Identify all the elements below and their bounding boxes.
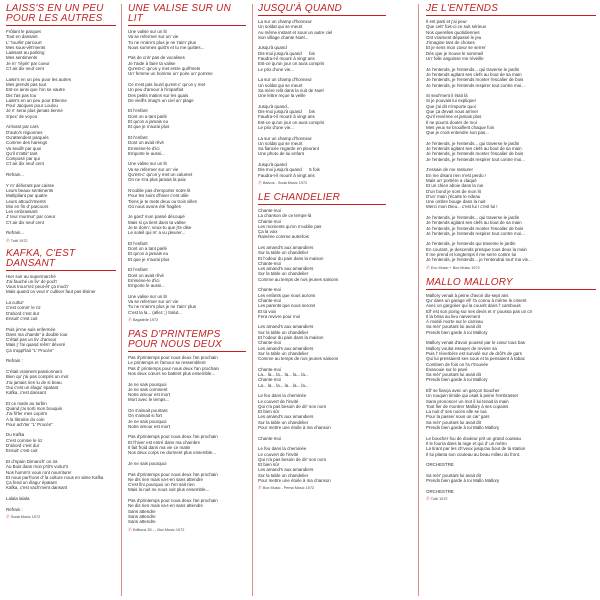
song-laiss-en-un-peu bbox=[6, 4, 116, 243]
song-title: JE L'ENTENDS bbox=[426, 3, 499, 14]
title-rule bbox=[426, 289, 596, 290]
song-title: LE CHANDELIER bbox=[258, 191, 341, 203]
copyright-icon: Ⓟ bbox=[128, 527, 133, 532]
song-lyrics: Une valise sur un lit Va se refermer sur un' vie Tu ne m'aim's plus je ne t'aim' plus Nous sommes quitt's et tu me quittes... Pas de cris' pas de vocalises Je t'aide à faire ta valise Qu'est-c' qu'on y met entre quill'mets Un' femme un homme un' poire un' pomme Ce n'est pas lourd qu'est-c' qu'on y met Un peu d'amour à l'imparfait Des petits matins sur les quais De vieill's imag's un ciel un' plage Et l'enfant Dont on a tant parlé Et qu'on a jamais eu Et que je n'aurai plus Et l'enfant Dont on avait rêvé Emmène-le d'ici Emporte le aussi... Une valise sur un lit Va se refermer sur un' vie Qu'est-c' qu'on y met un calumet On ne s'ra plus jamais la paix N'oublie pas d'emporter notre lit Pour les soirs d'hiver c'est utile Tiens je te mets deux ou trois villes Où nous avons été fragiles Je gard' mon passé découpé Mais si ça tient dans ta valise Je te donn', veux-tu que j'te dise Le soleil qui m' a vu pleurer... Et l'enfant Dont on a tant parlé Et qu'on a jamais eu Et que je n'aurai plus Et l'enfant Dont on avait rêvé Emmène-le d'ici Emporte le aussi... Une valise sur un lit Va se refermer sur un' vie Tu ne m'aim's plus je ne t'aim' plus C'est la la... (allez ;) Salut... bbox=[128, 29, 213, 315]
column-4 bbox=[426, 0, 596, 501]
song-credit bbox=[6, 515, 116, 519]
title-rule bbox=[6, 25, 116, 26]
song-title: MALLO MALLORY bbox=[426, 276, 513, 288]
credit-text: Soda Music 1972 bbox=[10, 514, 41, 519]
song-lyrics: Frôlant le parquet Tout en dansant L' 'tourlis' parcourt Mes sous-vêt'ments Laissant au parking Mes sentiments Je m' 'répèt' par coeur C't air dix neuf cent Laiss's en un peu pour les autres Mes prends pas tout Est-ce ainsi que l'on se vautre Dis t'as pas tou Laiss's en un peu pour Etienne Pour Jacques pour Loulou Je n' serai plus jamais tienne S'pec' de voyou Arrivant par cars D'auto's régionnes Ou'attendent parqués Comme des harengs Va seuillr par quoi Qu'il m'attir' tant Composé par qui C't air dix neuf cent Refrain... Y m' délivrant par caisse Leurs beaux sentiments Multipliant par quatre Leurs attouch'ments Moi en fin d' parcours Les embrassant J' teur murmur' par coeur C't air dix neuf cent Refrain... bbox=[6, 29, 71, 236]
song-title: UNE VALISE SUR UN LIT bbox=[128, 3, 231, 24]
song-une-valise bbox=[128, 4, 246, 322]
credit-text: Eco Music + Box Music 1972 bbox=[430, 265, 480, 270]
song-kafka bbox=[6, 249, 116, 519]
song-lyrics: Pas d'printemps pour nous deux l'an prochain Le printemps et l'amour se ressemblent Pas d' printemps pour nous deux l'an prochain Nos deux cœurs ne battent plus ensemble... Je ne sais pourquoi Je ne sais comment Notre amour est mort Mort avec le temps... On s'aimait pourtant On s'aimait si fort Je ne sais pourquoi Notre amour est mort Pas d'printemps pour nous deux l'an prochain Et l'hiver est entré dans ma chambre Il fait froid dans ma vie ce matin Nos deux corps ne dorment plus ensemble... Je ne sais pourquoi Pas d'printemps pour nous deux l'an prochain Ne dis rien mais va-t-en sans attendre C'est fini pourquoi on t'en sait rien Mais la nuit ne nous voit plus ensemble... Pas d'printemps pour nous deux l'an prochain Ne dis rien mais va-t-en sans attendre Sans attendre Sans attendre Sans attendre bbox=[128, 355, 219, 525]
song-lyrics: Mallory venait à peine d'avoir dix-sept ans Qu' dans un garage ell' l'a connu à même le ciment Avec un gargolier qui la couvrit dans l' cambouis Ell' est son poing sur ses devis et n' poussa pas un cri Il la brisa au lieu naïvement À moitié morte sur le carreau Sa mèr' pourtant lui avait dit Prends bien garde à toi Mallory Mallory venait d'avoir poussé par le cœur tous bas Mallory voulut essayer de revivre sa Puis l' réverbère est survolé sur de drôl's de gars Qui lui pressaient ses sous et la pensaient à tabac Combien de fois on l'a r'trouvée Évanouie sur le pavé Sa mèr' pourtant lui avait dit Prends bien garde à toi Mallory Ell' se fiança avec un garçon boucher Un rouquin timide qui osait à peine l'embrasser Sans prononcer un mot il lui tenait la main Tout fier de montrer Mallory à ses copains La nuit d' ses noces elle se tua Pour la passer sous un car' gars Sa mèr' pourtant lui avait dit Prends bien garde à toi Mallo Mallory Le boucher fou de douleur prit un grand couteau Il le fourra dans la rage et qui d' un métro La tirant par les ch'veux jusqu'au bout de la station Il lui planta son couteau au beau milieu du front. ORCHESTRE Sa mèr' pourtant lui avait dit Prends bien garde à toi Mallo Mallory ORCHESTRE bbox=[426, 292, 533, 494]
song-jusqu-a-quand bbox=[258, 4, 386, 185]
song-credit bbox=[128, 318, 246, 322]
column-3 bbox=[258, 0, 386, 490]
column-2 bbox=[128, 0, 246, 532]
title-rule bbox=[128, 25, 246, 26]
copyright-icon: Ⓟ bbox=[128, 318, 133, 323]
song-lyrics: Il est parti et j'ai peur Que cett' fois-ci ce soit sérieux Nos querelles quotidiennes Ont vraiment dépassé le jeu J'imagine tant de choses Et je sens mon cœur se serrer Dès que je trouve le sommeil Un' folle angoisse me réveille Je l'entends, je l'entends... qui traverse le jardin Je l'entends agitant ses clefs au bout de sa main Je l'entends, je l'entends monter l'escalier de bois Je l'entends, je l'entends respirer tout contre moi... Si seul'ment il était là Si je pouvais lui expliquer Que j'ai dit n'importe quoi Que ça devait nous arriver Qu'il reviénne et jamais plus Il ne pourra douter de moi Mes yeux se brouillent chaque fois Que je crois entendre son pas... Je l'entends, je l'entends... qui traverse le jardin Je l'entends agitant ses clefs au bout de sa main Je l'entends, je l'entends monter l'escalier de bois Je l'entends, je l'entends respirer tout contre moi... J'essaie de me rassurer En me disant rien n'est perdu ! Mais un' portière a claqué Et un chien aboie dans la rue D'un bond je sors de mon lit D'un' main j'écarte le rideau Une ombre bouge dans la nuit Merci mon Dieu... c'est lui ! c'est lui ! Je l'entends, je l'entends... qui traverse le jardin Je l'entends agitant ses clefs au bout de sa main Je l'entends, je l'entends monter l'escalier de bois Je l'entends, je l'entends respirer tout contre moi... Je l'entends, je l'entends qui traverse le jardin En courant, je descends presque tous deux la main Il me prend et longtemps il me serre contre lui Je l'entends, je l'entends... je l'entendrai tout' ma vie... bbox=[426, 19, 532, 263]
copyright-icon: Ⓟ bbox=[426, 496, 431, 501]
credit-text: Tutti 1972 bbox=[10, 238, 28, 243]
song-credit bbox=[6, 239, 116, 243]
copyright-icon: Ⓟ bbox=[258, 486, 263, 491]
song-credit bbox=[258, 486, 386, 490]
song-mallo-mallory bbox=[426, 278, 596, 501]
title-rule bbox=[128, 351, 246, 352]
song-title: PAS D'PRINTEMPS POUR NOUS DEUX bbox=[128, 329, 222, 351]
song-credit bbox=[426, 497, 596, 501]
column-1 bbox=[6, 0, 116, 519]
copyright-icon: Ⓟ bbox=[258, 180, 263, 185]
title-rule bbox=[426, 15, 596, 16]
song-title: LAISS'S EN UN PEU POUR LES AUTRES bbox=[6, 3, 104, 24]
song-le-chandelier bbox=[258, 193, 386, 490]
song-lyrics: Chante-moi La chanson de ce temps-là Chante-moi Les moments qu'on n'oublie pas Ça la voix Ramène comme autrefois Les amand's aux amandiers Sur la table un chandelier Et l'odeur du pain dans la maison Chante-moi Les amand's aux amandiers Sur la table un chandelier Comme au temps de nos jeunes saisons Chante-moi Les enfants que nous aurons Chante-moi Les parents que nous serons Et ta voix Fera revivre pour moi Les amand's aux amandiers Sur la table un chandelier Et l'odeur du pain dans la maison Chante-moi Les amand's aux amandiers Sur la table un chandelier Comme au temps de nos jeunes saisons Chante-moi La... la... la... la... la... la... Chante-moi La... la... la... la... la... la... Le feu dans la cheminée Le couvert de l'invité Qui n'a pas besoin de dir' son nom Et bien sûr Les amand's aux amandiers Sur la table un chandelier Pour mettre une étoile à ma chanson Chante-moi Le feu dans la cheminée Le couvert de l'invité Qui n'a pas besoin de dir' son nom Et bien sûr Les amand's aux amandiers Sur la table un chandelier Pour mettre une étoile à ma chanson bbox=[258, 207, 339, 484]
song-credit bbox=[258, 181, 386, 185]
credit-text: Box Music - Pema Music 1972 bbox=[262, 486, 315, 491]
title-rule bbox=[6, 270, 116, 271]
copyright-icon: Ⓟ bbox=[426, 265, 431, 270]
song-lyrics: Hier soir au supermarché J'ai fauché un liv' de poch' Vous trouv'rez peut-êt' ça moch' Mais quand on veut s' cultiver faut pas lésiner La cultur' C'est comm' le riz D'abord c'est dur Ensuit' c'est cuit Puis je'me suis enfermée Dans ma chambr' à double tour C'était pas un liv' d'amour Mais j' l'ai quand mêm' dévoré Ça s'appl'lait "L' Procès" Refrain : C'était vraiment passionnant Bien qu' j'ai pas compris un mot J'ai jamais rien lu de si beau Oui c'est un élagu' épatant Kafka, c'est dansant Et ce matin au turbin Quand j'ai sorti mon bouquin J'ai fil'ler mes copin's A la librairie du coin Pour ach'ter "L' Procès" Du Kafka C'est comme le riz D'abord c'est dur Ensuit' c'est cuit Et d'npain Dimanch' on ira Au Bois dans mon p'tit's voitur's Nos homm's vous ront nourriture! Et nous parl'rons d' la culture nous en aime Kafka Ça fend un élagu' épatant Kafka, c'est vach'ment dansant Lalala lalala Refrain : bbox=[6, 273, 104, 512]
song-title: KAFKA, C'EST DANSANT bbox=[6, 247, 76, 269]
song-lyrics: La sur un champ d'honneur Un soldat qui se meurt Au même instant et sous un autre ciel Son village chante Noël... Jusqu'à quand Dis-moi jusqu'à quand bis Faudra-t-il mourir à vingt ans Est-ce qu'un jour on aura compris Le prix d'une vie... La sur un champ d'honneur Un soldat qui se meurt Sa mère relit dans la nuit de Noël Une lettre reçue la veille Jusqu'à quand... Dis-moi jusqu'à quand bis Faudra-t-il mourir à vingt ans Est-ce qu'un jour on aura compris Le prix d'une vie... La sur un champ d'honneur Un soldat qui se meurt Sa fiancée regarde en pleurant Une photo de lui enfant Jusqu'à quand Dis-moi jusqu'à quand 5 fois Faudra-t-il mourir à vingt ans bbox=[258, 19, 333, 178]
song-title: JUSQU'À QUAND bbox=[258, 3, 342, 14]
title-rule bbox=[258, 15, 386, 16]
credit-text: Editions 35 - - Box Music 1972 bbox=[132, 527, 185, 532]
song-credit bbox=[426, 266, 596, 270]
credit-text: Batvos - Soda Music 1972 bbox=[262, 180, 308, 185]
title-rule bbox=[258, 204, 386, 205]
song-pas-de-printemps bbox=[128, 330, 246, 532]
credit-text: Bagatelle 1972 bbox=[132, 318, 159, 323]
song-credit bbox=[128, 528, 246, 532]
copyright-icon: Ⓟ bbox=[6, 238, 11, 243]
credit-text: Tutti 1972 bbox=[430, 496, 448, 501]
copyright-icon: Ⓟ bbox=[6, 514, 11, 519]
song-je-l-entends bbox=[426, 4, 596, 270]
